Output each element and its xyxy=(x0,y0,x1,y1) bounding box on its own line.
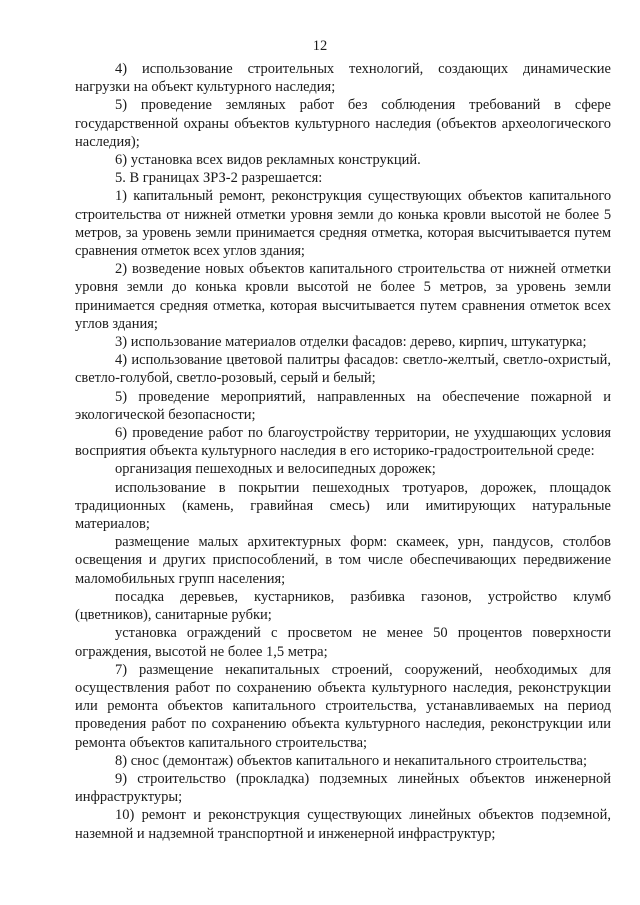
document-body xyxy=(75,60,611,843)
paragraph-4-color-palette: 4) использование цветовой палитры фасадов: светло-желтый, светло-охристый, светло-голубой, светло-розовый, серый и белый; xyxy=(75,352,611,387)
paragraph-1-capital-repair: 1) капитальный ремонт, реконструкция существующих объектов капитального строительства от нижней отметки уровня земли до конька кровли высотой не более 5 метров, за уровень земли принимается средняя отметка, которая высчитывается путем сравнения отметок всех углов здания; xyxy=(75,188,611,260)
paragraph-3-facade-materials: 3) использование материалов отделки фасадов: дерево, кирпич, штукатурка; xyxy=(115,334,587,351)
paragraph-4-technologies: 4) использование строительных технологий, создающих динамические нагрузки на объект культурного наследия; xyxy=(75,61,611,96)
paragraph-6-advertising: 6) установка всех видов рекламных конструкций. xyxy=(115,152,421,169)
list-item-planting: посадка деревьев, кустарников, разбивка газонов, устройство клумб (цветников), санитарные рубки; xyxy=(75,588,611,624)
section-5-heading: 5. В границах ЗРЗ-2 разрешается: xyxy=(115,170,323,187)
list-item-paving: использование в покрытии пешеходных тротуаров, дорожек, площадок традиционных (камень, гравийная смесь) или имитирующих натуральные материалов; xyxy=(75,479,611,533)
list-item-small-forms: размещение малых архитектурных форм: скамеек, урн, пандусов, столбов освещения и других приспособлений, в том числе обеспечивающих передвижение маломобильных групп населения; xyxy=(75,534,611,587)
paragraph-10-infrastructure-repair: 10) ремонт и реконструкция существующих линейных объектов подземной, наземной и надземной транспортной и инженерной инфраструктур; xyxy=(75,807,611,842)
paragraph-9-underground-lines: 9) строительство (прокладка) подземных линейных объектов инженерной инфраструктуры; xyxy=(75,770,611,806)
paragraph-7-temporary-structures: 7) размещение некапитальных строений, сооружений, необходимых для осуществления работ по сохранению объекта культурного наследия, реконструкции или ремонта объектов капитального строительства, устанавливаемых на период проведения работ по сохранению объекта культурного наследия, реконструкции или ремонта объектов капитального строительства; xyxy=(75,661,611,751)
list-item-paths: организация пешеходных и велосипедных дорожек; xyxy=(115,461,436,478)
paragraph-5-earthworks: 5) проведение земляных работ без соблюдения требований в сфере государственной охраны объектов культурного наследия (объектов археологического наследия); xyxy=(75,97,611,150)
paragraph-5-safety: 5) проведение мероприятий, направленных на обеспечение пожарной и экологической безопасности; xyxy=(75,388,611,423)
list-item-fences: установка ограждений с просветом не менее 50 процентов поверхности ограждения, высотой не более 1,5 метра; xyxy=(75,625,611,660)
paragraph-2-new-construction: 2) возведение новых объектов капитального строительства от нижней отметки уровня земли до конька кровли высотой не более 5 метров, за уровень земли принимается средняя отметка, которая высчитывается путем сравнения отметок всех углов здания; xyxy=(75,261,611,332)
paragraph-6-landscaping: 6) проведение работ по благоустройству территории, не ухудшающих условия восприятия объекта культурного наследия в его историко-градостроительной среде: xyxy=(75,425,611,460)
paragraph-8-demolition: 8) снос (демонтаж) объектов капитального и некапитального строительства; xyxy=(115,752,588,769)
page-number: 12 xyxy=(312,38,328,54)
